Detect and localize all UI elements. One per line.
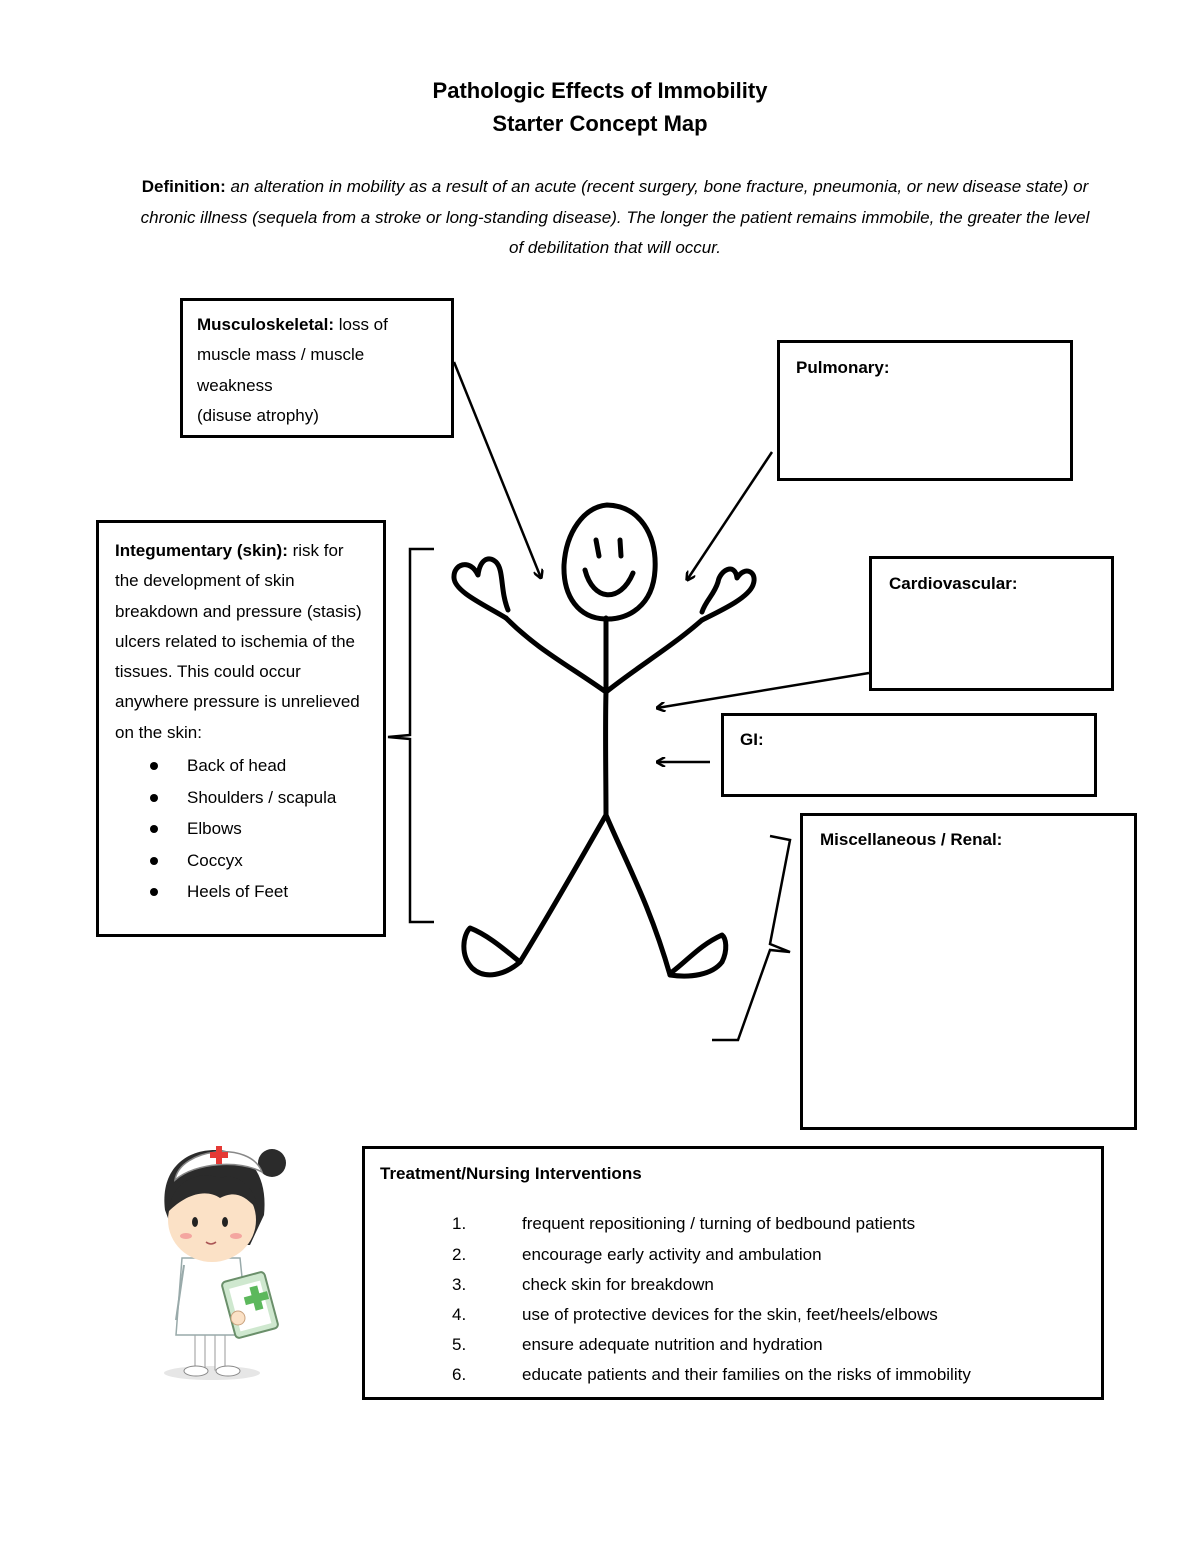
gi-box [721, 713, 1097, 797]
list-item: Elbows [115, 813, 369, 845]
list-item: Heels of Feet [115, 876, 369, 908]
list-item: 6. educate patients and their families on the risks of immobility [452, 1365, 971, 1385]
integumentary-label: Integumentary (skin): [115, 541, 288, 560]
figure-foot-left [464, 928, 520, 975]
list-item: Back of head [115, 750, 369, 782]
misc-renal-label: Miscellaneous / Renal: [820, 830, 1003, 849]
musculoskeletal-text-2: (disuse atrophy) [197, 405, 319, 425]
list-item: 3. check skin for breakdown [452, 1274, 714, 1294]
list-item: 1. frequent repositioning / turning of bedbound patients [452, 1214, 916, 1234]
figure-eye-right [620, 540, 621, 556]
figure-arm-right [606, 620, 702, 692]
definition-label: Definition: [141, 177, 226, 196]
list-item: Coccyx [115, 845, 369, 877]
figure-foot-right [670, 935, 726, 976]
misc-renal-box [800, 813, 1137, 1130]
figure-leg-left [520, 815, 606, 962]
figure-hand-left [454, 559, 508, 618]
musculoskeletal-label: Musculoskeletal: [197, 315, 334, 334]
list-item: 5. ensure adequate nutrition and hydration [452, 1335, 823, 1355]
cardiovascular-box [869, 556, 1114, 691]
treatment-box [362, 1146, 1104, 1400]
figure-arm-left [506, 618, 606, 692]
integumentary-box [96, 520, 386, 937]
musculoskeletal-text: loss of muscle mass / muscle weakness [197, 315, 388, 395]
pulmonary-label: Pulmonary: [796, 358, 890, 377]
pulmonary-box [777, 340, 1073, 481]
treatment-heading: Treatment/Nursing Interventions [380, 1164, 642, 1183]
figure-head [564, 505, 655, 619]
page-subtitle: Starter Concept Map [492, 111, 708, 136]
figure-eye-left [596, 540, 599, 556]
page-title: Pathologic Effects of Immobility [432, 78, 768, 103]
definition-text: an alteration in mobility as a result of an acute (recent surgery, bone fracture, pneumonia, or new disease state) or chronic illness (sequela from a stroke or long-standing disease). The longer the patient remains immobile, the greater the level of debilitation that will occur. [140, 177, 1090, 257]
list-item: Shoulders / scapula [115, 782, 369, 814]
list-item: 4. use of protective devices for the skin, feet/heels/elbows [452, 1304, 938, 1324]
cardiovascular-label: Cardiovascular: [889, 574, 1018, 593]
brace-integumentary [388, 549, 434, 922]
arrow-musculoskeletal [454, 362, 541, 578]
list-item: 2. encourage early activity and ambulation [452, 1244, 822, 1264]
musculoskeletal-box [180, 298, 454, 438]
figure-leg-right [606, 815, 670, 975]
intervention-list [380, 1209, 1086, 1390]
figure-smile [585, 570, 633, 595]
gi-label: GI: [740, 730, 764, 749]
figure-hand-right [702, 569, 754, 620]
arrow-pulmonary [687, 452, 772, 580]
arrow-cardiovascular [657, 673, 869, 708]
pressure-site-list [115, 750, 369, 908]
integumentary-text: risk for the development of skin breakdown and pressure (stasis) ulcers related to ischemia of the tissues. This could occur anywhere pressure is unrelieved on the skin: [115, 541, 362, 742]
